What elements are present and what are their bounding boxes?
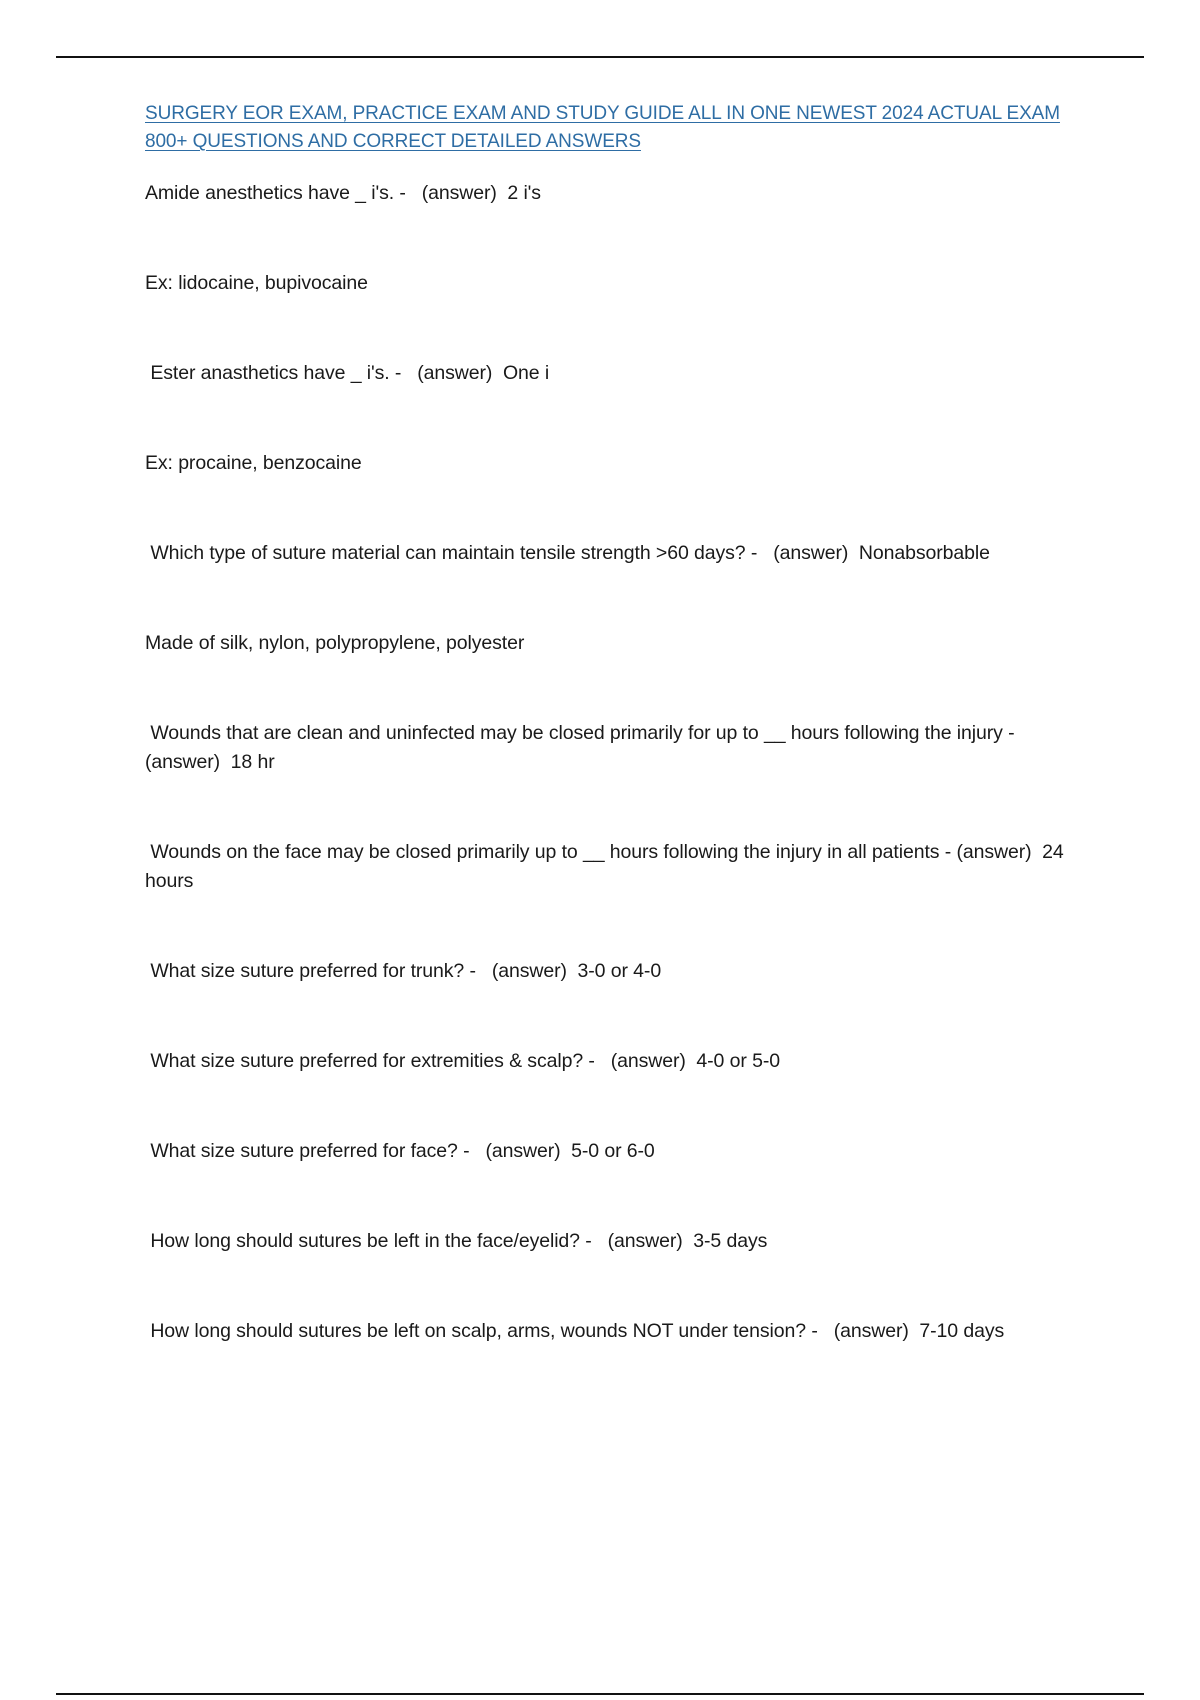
qa-line-9: What size suture preferred for trunk? - (answer) 3-0 or 4-0 [145, 960, 662, 982]
qa-line-4: Ex: procaine, benzocaine [145, 452, 362, 474]
qa-line-7: Wounds that are clean and uninfected may be closed primarily for up to __ hours following the injury - (answer) 18 hr [145, 722, 1020, 773]
qa-line-11: What size suture preferred for face? - (answer) 5-0 or 6-0 [145, 1140, 655, 1162]
qa-line-1: Amide anesthetics have _ i's. - (answer) 2 i's [145, 182, 541, 204]
header-rule [56, 56, 1144, 58]
document-body [145, 100, 1090, 1346]
qa-line-8: Wounds on the face may be closed primarily up to __ hours following the injury in all patients - (answer) 24 hours [145, 841, 1069, 892]
qa-line-10: What size suture preferred for extremities & scalp? - (answer) 4-0 or 5-0 [145, 1050, 780, 1072]
qa-list [145, 179, 1090, 1346]
qa-line-5: Which type of suture material can maintain tensile strength >60 days? - (answer) Nonabsorbable [145, 542, 990, 564]
document-title: SURGERY EOR EXAM, PRACTICE EXAM AND STUDY GUIDE ALL IN ONE NEWEST 2024 ACTUAL EXAM 800+ QUESTIONS AND CORRECT DETAILED ANSWERS [145, 103, 1060, 152]
qa-line-3: Ester anasthetics have _ i's. - (answer) One i [145, 362, 550, 384]
qa-line-2: Ex: lidocaine, bupivocaine [145, 272, 368, 294]
qa-line-12: How long should sutures be left in the face/eyelid? - (answer) 3-5 days [145, 1230, 768, 1252]
qa-line-6: Made of silk, nylon, polypropylene, polyester [145, 632, 525, 654]
qa-line-13: How long should sutures be left on scalp, arms, wounds NOT under tension? - (answer) 7-10 days [145, 1320, 1005, 1342]
footer-rule [56, 1693, 1144, 1695]
